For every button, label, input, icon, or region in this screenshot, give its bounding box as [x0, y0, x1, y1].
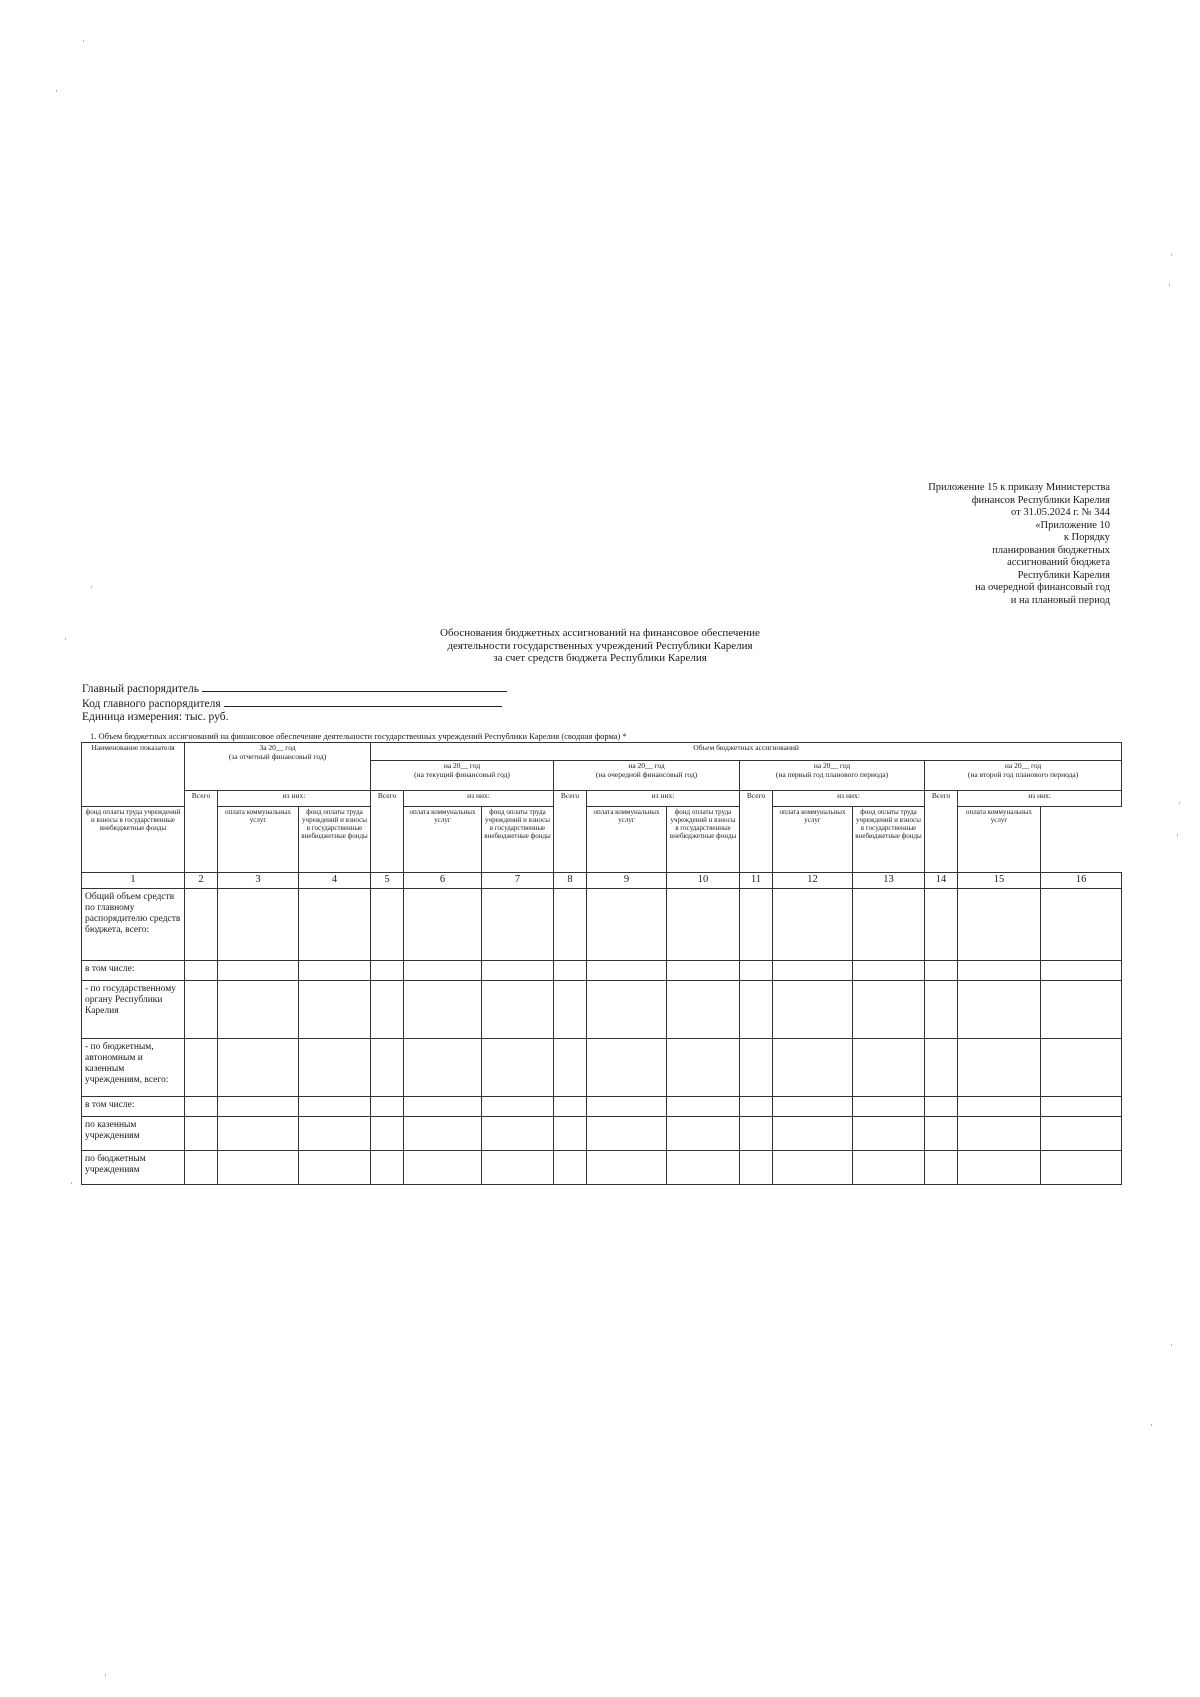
data-cell[interactable] — [1041, 1116, 1122, 1150]
main-manager-code-field — [82, 696, 507, 711]
column-number: 4 — [299, 873, 371, 889]
data-cell[interactable] — [371, 888, 404, 960]
data-cell[interactable] — [404, 1116, 482, 1150]
data-cell[interactable] — [853, 980, 925, 1038]
table-row — [82, 888, 1122, 960]
data-cell[interactable] — [853, 1096, 925, 1116]
data-cell[interactable] — [554, 888, 587, 960]
column-number: 12 — [773, 873, 853, 889]
of-which-header: из них: — [773, 791, 925, 807]
column-number: 7 — [482, 873, 554, 889]
period-year: на 20__ год — [813, 761, 851, 770]
annex-line: Республики Карелия — [1017, 569, 1110, 581]
column-number: 5 — [371, 873, 404, 889]
data-cell[interactable] — [218, 888, 299, 960]
data-cell[interactable] — [482, 1038, 554, 1096]
annex-line: к Порядку — [1063, 532, 1110, 543]
data-cell[interactable] — [1041, 980, 1122, 1038]
row-label: по казенным учреждениям — [82, 1116, 185, 1150]
data-cell[interactable] — [1041, 1038, 1122, 1096]
data-cell[interactable] — [185, 1150, 218, 1184]
data-cell[interactable] — [853, 1150, 925, 1184]
data-cell[interactable] — [853, 1116, 925, 1150]
header-fields — [82, 681, 507, 724]
column-number: 6 — [404, 873, 482, 889]
of-which-header: из них: — [404, 791, 554, 807]
data-cell[interactable] — [554, 960, 587, 980]
period-header — [740, 761, 925, 791]
scan-speck: · — [1178, 798, 1181, 808]
scan-speck: · — [1176, 830, 1179, 840]
data-cell[interactable] — [482, 1150, 554, 1184]
wage-fund-header: фонд оплаты труда учреждений и взносы в государственные внебюджетные фонды — [82, 807, 185, 873]
utilities-header: оплата коммунальных услуг — [587, 807, 667, 873]
data-cell[interactable] — [667, 1038, 740, 1096]
document-title — [330, 627, 870, 665]
data-cell[interactable] — [740, 1038, 773, 1096]
data-cell[interactable] — [958, 1038, 1041, 1096]
data-cell[interactable] — [1041, 1150, 1122, 1184]
column-number: 16 — [1041, 873, 1122, 889]
data-cell[interactable] — [404, 1038, 482, 1096]
main-manager-code-blank[interactable] — [224, 696, 502, 707]
data-cell[interactable] — [587, 888, 667, 960]
main-manager-field — [82, 681, 507, 696]
row-label: - по бюджетным, автономным и казенным учреждениям, всего: — [82, 1038, 185, 1096]
data-cell[interactable] — [218, 1038, 299, 1096]
data-cell[interactable] — [554, 1096, 587, 1116]
period-note: (на второй год планового периода) — [967, 769, 1079, 779]
data-cell[interactable] — [740, 1096, 773, 1116]
data-cell[interactable] — [482, 1116, 554, 1150]
data-cell[interactable] — [925, 960, 958, 980]
title-line: за счет средств бюджета Республики Карелия — [493, 652, 707, 664]
column-number: 13 — [853, 873, 925, 889]
data-cell[interactable] — [667, 1150, 740, 1184]
reporting-year-note: (за отчетный финансовый год) — [228, 751, 327, 761]
data-cell[interactable] — [773, 1096, 853, 1116]
data-cell[interactable] — [554, 1038, 587, 1096]
data-cell[interactable] — [185, 888, 218, 960]
data-cell[interactable] — [740, 1116, 773, 1150]
data-cell[interactable] — [218, 1150, 299, 1184]
data-cell[interactable] — [958, 1096, 1041, 1116]
annex-line: на очередной финансовый год — [975, 582, 1110, 593]
row-label: по бюджетным учреждениям — [82, 1150, 185, 1184]
of-which-header: из них: — [958, 791, 1122, 807]
data-cell[interactable] — [185, 1096, 218, 1116]
period-year: на 20__ год — [443, 761, 481, 770]
data-cell[interactable] — [482, 888, 554, 960]
title-line: деятельности государственных учреждений Республики Карелия — [447, 639, 753, 652]
table-row — [82, 1116, 1122, 1150]
data-cell[interactable] — [587, 1096, 667, 1116]
total-header: Всего — [554, 791, 587, 873]
reporting-year-label: За 20__ год — [259, 743, 296, 752]
table-row — [82, 960, 1122, 980]
data-cell[interactable] — [958, 1116, 1041, 1150]
reporting-year-header — [185, 743, 371, 791]
table-row — [82, 1096, 1122, 1116]
wage-fund-header: фонд оплаты труда учреждений и взносы в государственные внебюджетные фонды — [482, 807, 554, 873]
unit-field — [82, 711, 507, 724]
scan-speck: · — [1168, 280, 1171, 290]
column-number: 1 — [82, 873, 185, 889]
data-cell[interactable] — [773, 1116, 853, 1150]
annex-line: от 31.05.2024 г. № 344 — [1011, 507, 1110, 518]
data-cell[interactable] — [773, 1150, 853, 1184]
utilities-header: оплата коммунальных услуг — [404, 807, 482, 873]
utilities-header: оплата коммунальных услуг — [958, 807, 1041, 873]
wage-fund-header: фонд оплаты труда учреждений и взносы в государственные внебюджетные фонды — [853, 807, 925, 873]
data-cell[interactable] — [667, 1096, 740, 1116]
data-cell[interactable] — [740, 888, 773, 960]
unit-label: Единица измерения: тыс. руб. — [82, 711, 229, 723]
data-cell[interactable] — [958, 888, 1041, 960]
data-cell[interactable] — [371, 1116, 404, 1150]
data-cell[interactable] — [958, 1150, 1041, 1184]
scan-speck: · — [82, 36, 85, 46]
total-header: Всего — [740, 791, 773, 873]
scan-speck: · — [64, 634, 67, 644]
data-cell[interactable] — [185, 1116, 218, 1150]
period-year: на 20__ год — [1004, 761, 1042, 770]
data-cell[interactable] — [554, 1150, 587, 1184]
data-cell[interactable] — [587, 980, 667, 1038]
data-cell[interactable] — [404, 888, 482, 960]
data-cell[interactable] — [853, 960, 925, 980]
row-label: - по государственному органу Республики Карелия — [82, 980, 185, 1038]
annex-line: планирования бюджетных — [992, 544, 1110, 556]
data-cell[interactable] — [218, 980, 299, 1038]
data-cell[interactable] — [1041, 960, 1122, 980]
wage-fund-header: фонд оплаты труда учреждений и взносы в государственные внебюджетные фонды — [299, 807, 371, 873]
column-number: 10 — [667, 873, 740, 889]
data-cell[interactable] — [185, 960, 218, 980]
data-cell[interactable] — [773, 888, 853, 960]
of-which-header: из них: — [587, 791, 740, 807]
data-cell[interactable] — [218, 960, 299, 980]
data-cell[interactable] — [587, 960, 667, 980]
allocations-table — [81, 742, 1122, 1185]
data-cell[interactable] — [482, 960, 554, 980]
indicator-header: Наименование показателя — [82, 743, 185, 807]
main-manager-code-label: Код главного распорядителя — [82, 698, 221, 710]
data-cell[interactable] — [404, 980, 482, 1038]
column-number: 2 — [185, 873, 218, 889]
data-cell[interactable] — [925, 1096, 958, 1116]
column-number: 15 — [958, 873, 1041, 889]
data-cell[interactable] — [925, 980, 958, 1038]
allocations-header: Объем бюджетных ассигнований — [371, 743, 1122, 761]
data-cell[interactable] — [853, 1038, 925, 1096]
data-cell[interactable] — [587, 1116, 667, 1150]
column-number: 9 — [587, 873, 667, 889]
data-cell[interactable] — [299, 1038, 371, 1096]
data-cell[interactable] — [1041, 888, 1122, 960]
row-label: Общий объем средств по главному распорядителю средств бюджета, всего: — [82, 888, 185, 960]
data-cell[interactable] — [371, 980, 404, 1038]
table-row — [82, 980, 1122, 1038]
annex-line: «Приложение 10 — [1035, 519, 1110, 531]
utilities-header: оплата коммунальных услуг — [773, 807, 853, 873]
data-cell[interactable] — [299, 888, 371, 960]
data-cell[interactable] — [773, 1038, 853, 1096]
data-cell[interactable] — [218, 1116, 299, 1150]
annex-note — [780, 482, 1110, 607]
section-title: 1. Объем бюджетных ассигнований на финансовое обеспечение деятельности государственных учреждений Республики Карелия (сводная форма) * — [90, 731, 627, 741]
scan-speck: · — [104, 1670, 107, 1680]
data-cell[interactable] — [554, 980, 587, 1038]
data-cell[interactable] — [667, 888, 740, 960]
data-cell[interactable] — [958, 960, 1041, 980]
scan-speck: · — [1150, 1420, 1153, 1430]
data-cell[interactable] — [185, 980, 218, 1038]
data-cell[interactable] — [773, 960, 853, 980]
data-cell[interactable] — [554, 1116, 587, 1150]
data-cell[interactable] — [853, 888, 925, 960]
data-cell[interactable] — [371, 1096, 404, 1116]
scan-speck: · — [90, 582, 93, 592]
table-row — [82, 1038, 1122, 1096]
data-cell[interactable] — [299, 1096, 371, 1116]
data-cell[interactable] — [958, 980, 1041, 1038]
scan-speck: · — [70, 1178, 73, 1188]
scan-speck: · — [1170, 1340, 1173, 1350]
column-number: 3 — [218, 873, 299, 889]
column-number: 8 — [554, 873, 587, 889]
column-number: 11 — [740, 873, 773, 889]
utilities-header: оплата коммунальных услуг — [218, 807, 299, 873]
main-manager-label: Главный распорядитель — [82, 683, 199, 695]
annex-line: ассигнований бюджета — [1007, 557, 1110, 568]
row-label: в том числе: — [82, 1096, 185, 1116]
period-note: (на первый год планового периода) — [775, 769, 889, 779]
data-cell[interactable] — [667, 1116, 740, 1150]
period-header — [554, 761, 740, 791]
total-header: Всего — [371, 791, 404, 873]
total-header: Всего — [925, 791, 958, 873]
column-number: 14 — [925, 873, 958, 889]
title-line: Обоснования бюджетных ассигнований на финансовое обеспечение — [440, 627, 760, 639]
data-cell[interactable] — [740, 960, 773, 980]
data-cell[interactable] — [299, 980, 371, 1038]
data-cell[interactable] — [925, 1150, 958, 1184]
data-cell[interactable] — [404, 1096, 482, 1116]
data-cell[interactable] — [925, 1038, 958, 1096]
data-cell[interactable] — [371, 1038, 404, 1096]
data-cell[interactable] — [482, 1096, 554, 1116]
data-cell[interactable] — [218, 1096, 299, 1116]
period-note: (на текущий финансовый год) — [414, 769, 510, 779]
data-cell[interactable] — [482, 980, 554, 1038]
annex-line: и на плановый период — [1010, 594, 1110, 606]
period-year: на 20__ год — [628, 761, 665, 770]
data-cell[interactable] — [371, 1150, 404, 1184]
data-cell[interactable] — [404, 960, 482, 980]
row-label: в том числе: — [82, 960, 185, 980]
period-header — [371, 761, 554, 791]
column-number-row — [82, 873, 1122, 889]
data-cell[interactable] — [404, 1150, 482, 1184]
scan-speck: · — [55, 86, 58, 96]
period-note: (на очередной финансовый год) — [595, 769, 698, 779]
data-cell[interactable] — [925, 1116, 958, 1150]
data-cell[interactable] — [740, 1150, 773, 1184]
data-cell[interactable] — [587, 1038, 667, 1096]
main-manager-blank[interactable] — [202, 681, 507, 692]
data-cell[interactable] — [667, 960, 740, 980]
annex-line: Приложение 15 к приказу Министерства — [928, 482, 1110, 493]
data-cell[interactable] — [371, 960, 404, 980]
data-cell[interactable] — [299, 960, 371, 980]
data-cell[interactable] — [667, 980, 740, 1038]
data-cell[interactable] — [299, 1150, 371, 1184]
table-row — [82, 1150, 1122, 1184]
wage-fund-header: фонд оплаты труда учреждений и взносы в государственные внебюджетные фонды — [667, 807, 740, 873]
data-cell[interactable] — [1041, 1096, 1122, 1116]
of-which-header: из них: — [218, 791, 371, 807]
data-cell[interactable] — [773, 980, 853, 1038]
period-header — [925, 761, 1122, 791]
data-cell[interactable] — [299, 1116, 371, 1150]
data-cell[interactable] — [925, 888, 958, 960]
scan-speck: · — [1170, 250, 1173, 260]
annex-line: финансов Республики Карелия — [971, 494, 1110, 506]
data-cell[interactable] — [185, 1038, 218, 1096]
data-cell[interactable] — [587, 1150, 667, 1184]
data-cell[interactable] — [740, 980, 773, 1038]
total-header: Всего — [185, 791, 218, 873]
